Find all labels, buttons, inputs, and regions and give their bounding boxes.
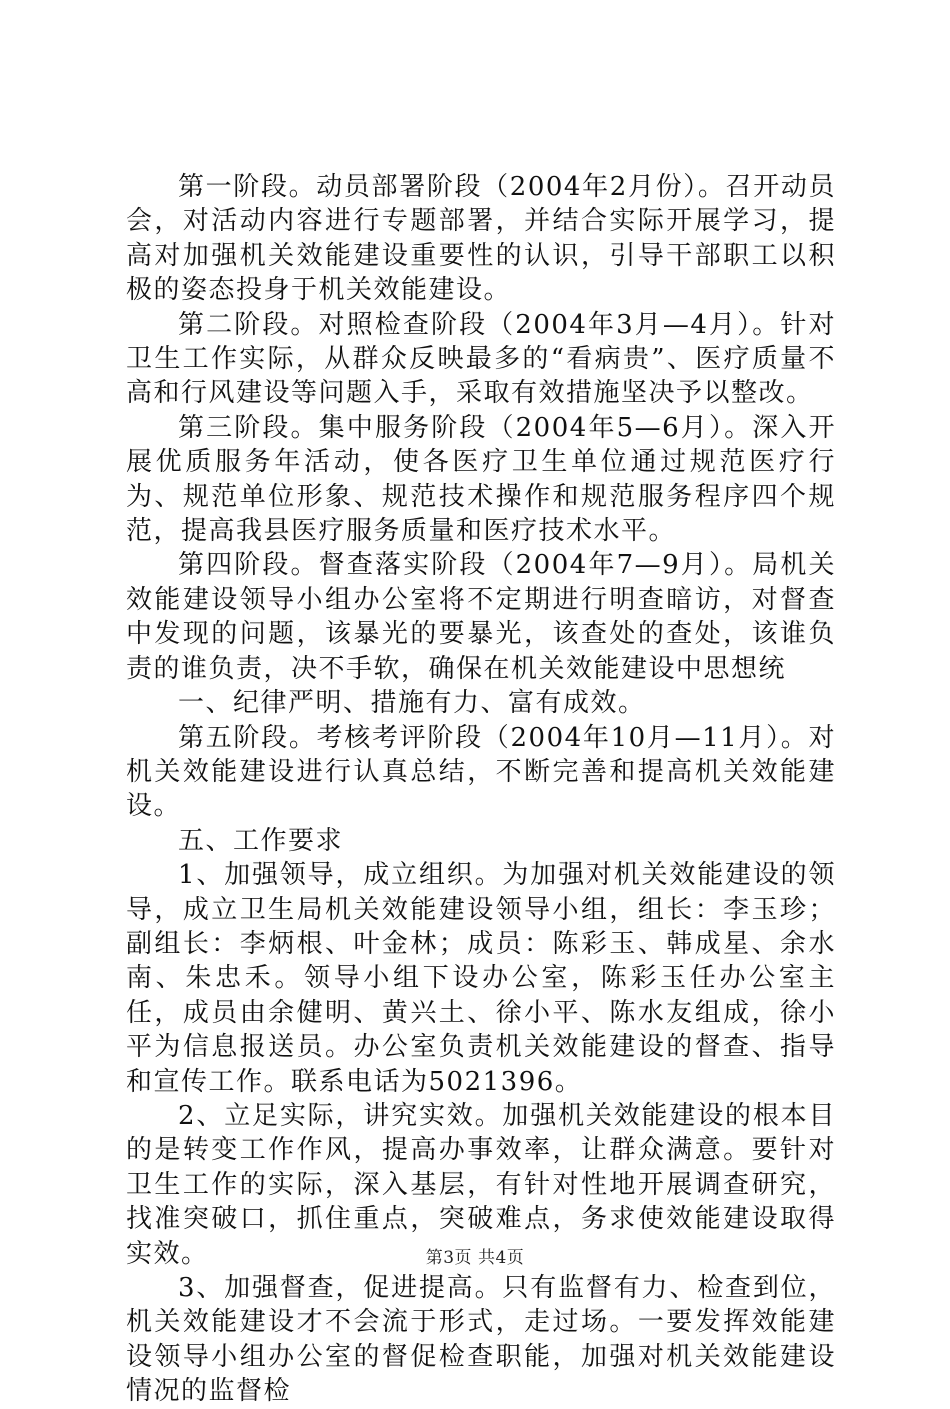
- paragraph-stage-four: 第四阶段。督查落实阶段（2004年7—9月）。局机关效能建设领导小组办公室将不定期进行明查暗访，对督查中发现的问题，该暴光的要暴光，该查处的查处，该谁负责的谁负责，决不手软，确保在机关效能建设中思想统: [126, 550, 836, 684]
- section-heading-work-requirements: 五、工作要求: [178, 825, 344, 856]
- paragraph-stage-one: 第一阶段。动员部署阶段（2004年2月份）。召开动员会，对活动内容进行专题部署，并结合实际开展学习，提高对加强机关效能建设重要性的认识，引导干部职工以积极的姿态投身于机关效能建设。: [126, 172, 836, 306]
- paragraph-requirement-2: 2、立足实际，讲究实效。加强机关效能建设的根本目的是转变工作作风，提高办事效率，让群众满意。要针对卫生工作的实际，深入基层，有针对性地开展调查研究，找准突破口，抓住重点，突破难点，务求使效能建设取得实效。: [126, 1100, 836, 1269]
- paragraph-stage-three: 第三阶段。集中服务阶段（2004年5—6月）。深入开展优质服务年活动，使各医疗卫生单位通过规范医疗行为、规范单位形象、规范技术操作和规范服务程序四个规范，提高我县医疗服务质量和医疗技术水平。: [126, 412, 836, 547]
- paragraph-stage-two: 第二阶段。对照检查阶段（2004年3月—4月）。针对卫生工作实际，从群众反映最多的“看病贵”、医疗质量不高和行风建设等问题入手，采取有效措施坚决予以整改。: [126, 309, 836, 409]
- paragraph-stage-five: 第五阶段。考核考评阶段（2004年10月—11月）。对机关效能建设进行认真总结，不断完善和提高机关效能建设。: [126, 722, 836, 822]
- paragraph-requirement-1: 1、加强领导，成立组织。为加强对机关效能建设的领导，成立卫生局机关效能建设领导小组，组长：李玉珍；副组长：李炳根、叶金林；成员：陈彩玉、韩成星、余水南、朱忠禾。领导小组下设办公室，陈彩玉任办公室主任，成员由余健明、黄兴土、徐小平、陈水友组成，徐小平为信息报送员。办公室负责机关效能建设的督查、指导和宣传工作。联系电话为5021396。: [126, 860, 836, 1097]
- page-number-footer: 第3页 共4页: [425, 1248, 525, 1268]
- paragraph-discipline: 一、纪律严明、措施有力、富有成效。: [178, 688, 646, 719]
- document-body: [126, 170, 836, 1409]
- paragraph-requirement-3: 3、加强督查，促进提高。只有监督有力、检查到位，机关效能建设才不会流于形式，走过场。一要发挥效能建设领导小组办公室的督促检查职能，加强对机关效能建设情况的监督检: [126, 1273, 836, 1407]
